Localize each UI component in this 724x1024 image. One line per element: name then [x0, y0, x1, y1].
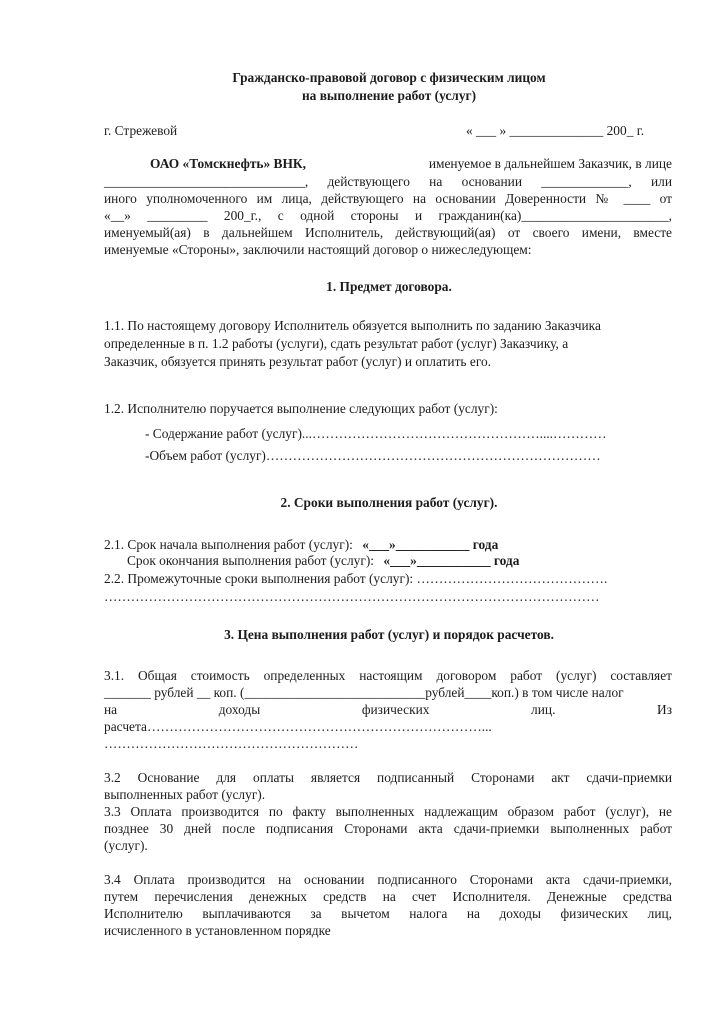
intro-line-4: «__» _________ 200_г., с одной стороны и гражданин(ка)______________________,: [104, 208, 672, 223]
intro-line-3: иного уполномоченного им лица, действующего на основании Доверенности № ____ от: [104, 191, 672, 206]
section-1-heading: 1. Предмет договора.: [326, 279, 452, 294]
clause-2-2-continuation: …………………………………………………………………………………………………: [104, 589, 600, 604]
clause-3-4-line-1: 3.4 Оплата производится на основании подписанного Сторонами акта сдачи-приемки,: [104, 872, 672, 887]
section-3-heading: 3. Цена выполнения работ (услуг) и порядок расчетов.: [224, 627, 554, 642]
clause-1-1-line-3: Заказчик, обязуется принять результат работ (услуг) и оплатить его.: [104, 354, 492, 369]
end-date-value: «___»___________ года: [383, 553, 520, 568]
clause-3-4-line-4: исчисленного в установленном порядке: [104, 923, 331, 938]
intro-line-6: именуемые «Стороны», заключили настоящий договор о нижеследующем:: [104, 242, 532, 257]
section-2-heading: 2. Сроки выполнения работ (услуг).: [280, 495, 498, 510]
clause-3-1-line-4: расчета…………………………………………………………………...: [104, 719, 492, 734]
clause-2-2: 2.2. Промежуточные сроки выполнения работ (услуг): …………………………………….: [104, 571, 608, 586]
clause-1-1-line-1: 1.1. По настоящему договору Исполнитель обязуется выполнить по заданию Заказчика: [104, 318, 601, 333]
document-title-line2: на выполнение работ (услуг): [301, 88, 477, 103]
clause-3-1-line-3: на доходы физических лиц. Из: [104, 702, 672, 717]
clause-3-2-line-1: 3.2 Основание для оплаты является подписанный Сторонами акт сдачи-приемки: [104, 770, 672, 785]
clause-3-1-line-2: _______ рублей __ коп. (___________________________рублей____коп.) в том числе налог: [104, 685, 624, 700]
intro-line-5: именуемый(ая) в дальнейшем Исполнитель, действующий(ая) от своего имени, вместе: [104, 225, 672, 240]
clause-2-1-start: [104, 537, 498, 553]
clause-1-2: 1.2. Исполнителю поручается выполнение следующих работ (услуг):: [104, 401, 498, 416]
clause-3-3-line-2: позднее 30 дней после подписания Сторонами акта сдачи-приемки выполненных работ: [104, 821, 672, 836]
clause-3-1-line-5: …………………………………………………: [104, 736, 359, 751]
start-date-label: 2.1. Срок начала выполнения работ (услуг):: [104, 537, 353, 552]
contract-date: « ___ » ______________ 200_ г.: [466, 123, 645, 138]
clause-3-1-line-1: 3.1. Общая стоимость определенных настоящим договором работ (услуг) составляет: [104, 668, 672, 683]
city: г. Стрежевой: [104, 123, 178, 138]
document-title-line1: Гражданско-правовой договор с физическим лицом: [232, 70, 546, 85]
clause-1-1-line-2: определенные в п. 1.2 работы (услуги), сдать результат работ (услуг) Заказчику, а: [104, 336, 569, 351]
clause-2-1-end: [127, 553, 519, 569]
intro-line-2: ______________________________, действующего на основании _____________, или: [104, 174, 672, 189]
company-name: ОАО «Томскнефть» ВНК,: [150, 156, 306, 171]
start-date-value: «___»___________ года: [362, 537, 499, 552]
clause-3-4-line-2: путем перечисления денежных средств на счет Исполнителя. Денежные средства: [104, 889, 672, 904]
clause-3-4-line-3: Исполнителю выплачиваются за вычетом налога на доходы физических лиц,: [104, 906, 672, 921]
end-date-label: Срок окончания выполнения работ (услуг):: [127, 553, 375, 568]
clause-3-3-line-1: 3.3 Оплата производится по факту выполненных надлежащим образом работ (услуг), не: [104, 804, 672, 819]
work-volume-line: -Объем работ (услуг)…………………………………………………………………: [145, 448, 601, 463]
work-content-line: - Содержание работ (услуг)...……………………………………………....…………: [145, 426, 607, 441]
intro-line-1-rest: именуемое в дальнейшем Заказчик, в лице: [428, 156, 672, 171]
clause-3-2-line-2: выполненных работ (услуг).: [104, 787, 266, 802]
intro-line-1: [150, 156, 672, 172]
clause-3-3-line-3: (услуг).: [104, 838, 148, 853]
